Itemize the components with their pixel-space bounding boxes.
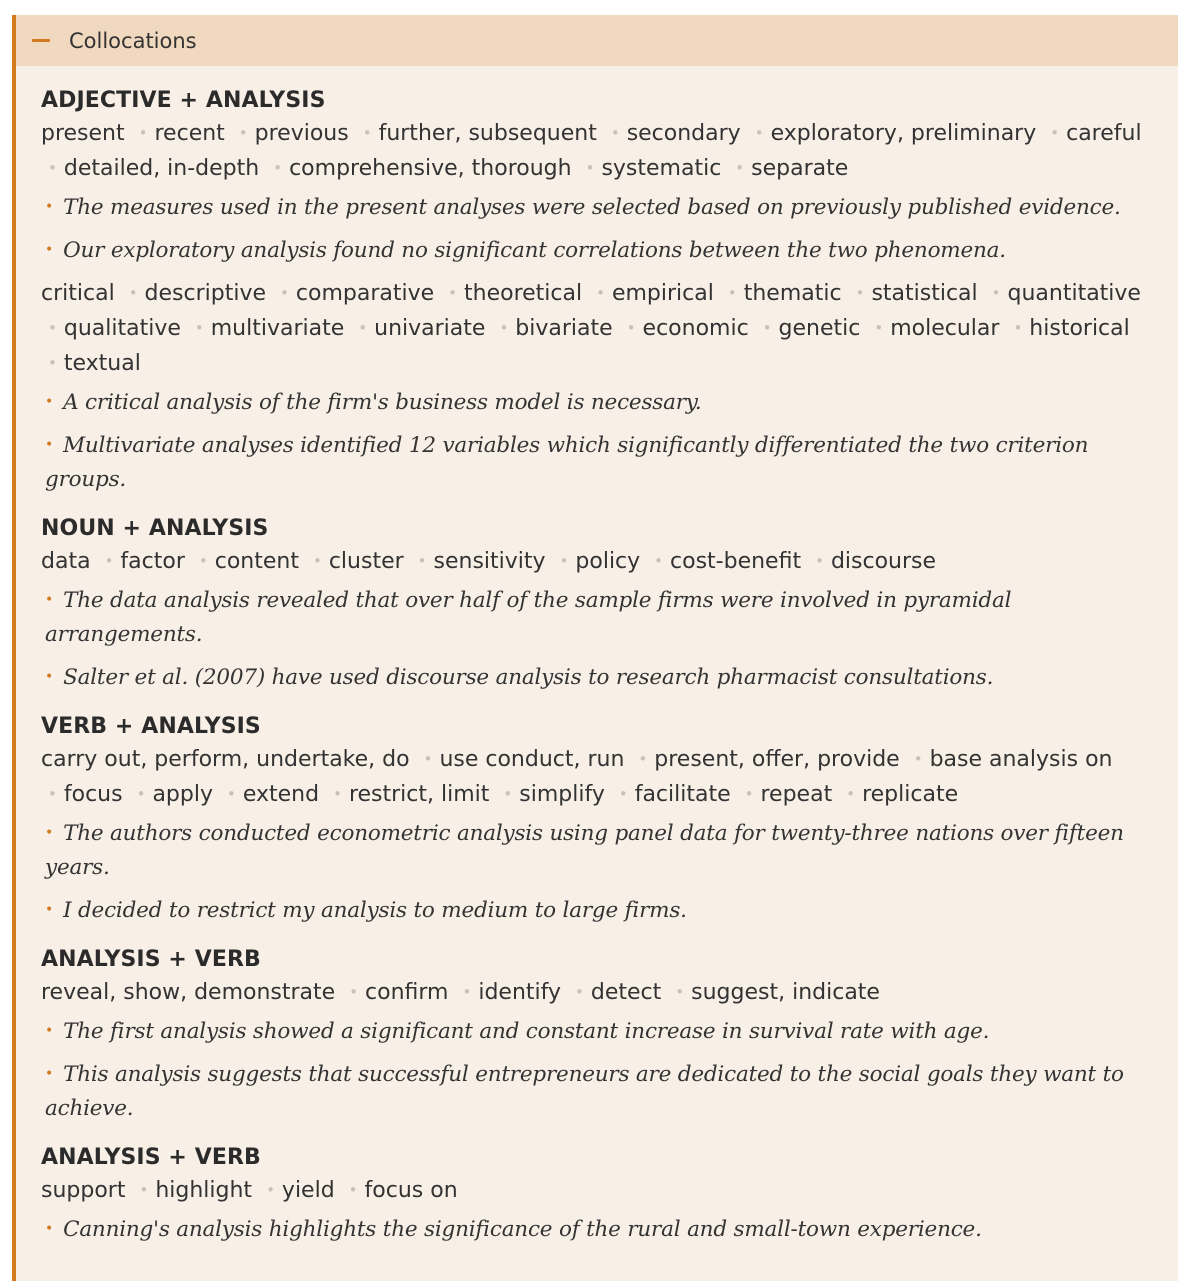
collocation-item: thematic	[743, 281, 842, 306]
separator-dot-icon: •	[104, 552, 114, 570]
separator-dot-icon: •	[1050, 124, 1060, 142]
example-text: The measures used in the present analyses were selected based on previously published evidence.	[63, 195, 1121, 220]
collocation-item: content	[214, 549, 299, 574]
panel-body	[16, 66, 1178, 1247]
bullet-icon: •	[45, 592, 54, 608]
example-text: The first analysis showed a significant and constant increase in survival rate with age.	[63, 1019, 990, 1044]
collocation-item: comprehensive, thorough	[289, 156, 572, 181]
collocation-list	[41, 544, 1178, 579]
separator-dot-icon: •	[462, 983, 472, 1001]
collocation-item: extend	[242, 782, 320, 807]
collocation-item: yield	[281, 1178, 335, 1203]
separator-dot-icon: •	[618, 785, 628, 803]
separator-dot-icon: •	[727, 284, 737, 302]
collocation-list	[41, 1173, 1178, 1208]
separator-dot-icon: •	[48, 354, 57, 372]
collocation-item: critical	[41, 281, 115, 306]
collocations-panel-header[interactable]	[16, 15, 1178, 66]
collocation-item: highlight	[155, 1178, 253, 1203]
example-sentence	[41, 385, 1178, 420]
collocation-item: focus on	[364, 1178, 458, 1203]
separator-dot-icon: •	[735, 159, 745, 177]
bullet-icon: •	[45, 242, 54, 258]
collocation-item: textual	[63, 351, 141, 376]
separator-dot-icon: •	[358, 319, 368, 337]
collocation-item: previous	[254, 121, 349, 146]
separator-dot-icon: •	[198, 552, 208, 570]
separator-dot-icon: •	[266, 1181, 275, 1199]
collocation-item: further, subsequent	[378, 121, 597, 146]
bullet-icon: •	[45, 902, 54, 918]
collocation-list	[41, 975, 1178, 1010]
separator-dot-icon: •	[333, 785, 342, 803]
separator-dot-icon: •	[575, 983, 584, 1001]
separator-dot-icon: •	[312, 552, 322, 570]
collocation-item: economic	[642, 316, 749, 341]
separator-dot-icon: •	[448, 284, 458, 302]
example-text: Multivariate analyses identified 12 variables which significantly differentiated the two criterion groups.	[45, 433, 1089, 492]
group-heading: ANALYSIS + VERB	[41, 947, 261, 972]
collocation-item: facilitate	[634, 782, 731, 807]
separator-dot-icon: •	[754, 124, 764, 142]
separator-dot-icon: •	[913, 750, 923, 768]
collocation-item: careful	[1066, 121, 1142, 146]
separator-dot-icon: •	[499, 319, 509, 337]
separator-dot-icon: •	[815, 552, 824, 570]
collocation-item: multivariate	[210, 316, 345, 341]
separator-dot-icon: •	[280, 284, 289, 302]
collocation-item: bivariate	[515, 316, 613, 341]
collocation-item: detect	[590, 980, 662, 1005]
collocation-item: separate	[751, 156, 849, 181]
example-text: A critical analysis of the firm's business model is necessary.	[63, 390, 702, 415]
collocation-item: sensitivity	[433, 549, 546, 574]
separator-dot-icon: •	[423, 750, 433, 768]
example-sentence	[41, 1014, 1178, 1049]
collocation-item: policy	[575, 549, 641, 574]
collocation-item: descriptive	[144, 281, 267, 306]
example-sentence	[41, 190, 1178, 225]
example-sentence	[41, 233, 1178, 268]
collocation-group	[41, 514, 1178, 695]
panel-title: Collocations	[69, 28, 197, 53]
separator-dot-icon: •	[417, 552, 427, 570]
collocation-item: secondary	[626, 121, 741, 146]
collocation-item: theoretical	[464, 281, 583, 306]
collocation-item: focus	[63, 782, 123, 807]
collocation-item: qualitative	[63, 316, 181, 341]
separator-dot-icon: •	[874, 319, 884, 337]
separator-dot-icon: •	[48, 785, 57, 803]
separator-dot-icon: •	[626, 319, 636, 337]
separator-dot-icon: •	[744, 785, 754, 803]
separator-dot-icon: •	[559, 552, 569, 570]
collocation-item: historical	[1029, 316, 1130, 341]
separator-dot-icon: •	[48, 159, 57, 177]
collocation-item: identify	[478, 980, 562, 1005]
example-sentence	[41, 893, 1178, 928]
collocation-item: present	[41, 121, 125, 146]
bullet-icon: •	[45, 669, 54, 685]
collocation-item: factor	[120, 549, 185, 574]
separator-dot-icon: •	[675, 983, 685, 1001]
example-sentence	[41, 1057, 1178, 1126]
collocation-item: cluster	[328, 549, 404, 574]
separator-dot-icon: •	[503, 785, 513, 803]
separator-dot-icon: •	[226, 785, 236, 803]
collocation-item: repeat	[760, 782, 833, 807]
separator-dot-icon: •	[585, 159, 595, 177]
example-sentence	[41, 583, 1178, 652]
collapse-minus-icon[interactable]	[32, 39, 50, 42]
separator-dot-icon: •	[762, 319, 772, 337]
collocation-item: support	[41, 1178, 126, 1203]
separator-dot-icon: •	[596, 284, 605, 302]
collocation-item: replicate	[862, 782, 959, 807]
collocation-group	[41, 1143, 1178, 1247]
separator-dot-icon: •	[349, 983, 359, 1001]
collocation-list	[41, 276, 1178, 381]
collocation-item: systematic	[601, 156, 722, 181]
separator-dot-icon: •	[1013, 319, 1023, 337]
collocation-list	[41, 742, 1178, 812]
collocation-item: recent	[154, 121, 225, 146]
collocation-item: simplify	[519, 782, 605, 807]
collocation-item: reveal, show, demonstrate	[41, 980, 336, 1005]
collocation-item: detailed, in-depth	[63, 156, 260, 181]
separator-dot-icon: •	[194, 319, 204, 337]
collocation-group	[41, 86, 1178, 497]
collocation-group	[41, 712, 1178, 928]
bullet-icon: •	[45, 199, 54, 215]
bullet-icon: •	[45, 437, 54, 453]
example-text: Salter et al. (2007) have used discourse analysis to research pharmacist consultations.	[63, 665, 994, 690]
bullet-icon: •	[45, 394, 54, 410]
collocation-item: exploratory, preliminary	[770, 121, 1037, 146]
collocation-item: carry out, perform, undertake, do	[41, 747, 410, 772]
separator-dot-icon: •	[855, 284, 865, 302]
collocation-item: cost-benefit	[670, 549, 802, 574]
separator-dot-icon: •	[128, 284, 138, 302]
bullet-icon: •	[45, 1066, 54, 1082]
collocation-list	[41, 116, 1178, 186]
collocation-item: suggest, indicate	[691, 980, 880, 1005]
collocation-item: base analysis on	[929, 747, 1113, 772]
example-text: This analysis suggests that successful entrepreneurs are dedicated to the social goals they want to achieve.	[45, 1062, 1124, 1121]
separator-dot-icon: •	[139, 1181, 149, 1199]
collocation-item: use conduct, run	[439, 747, 625, 772]
bullet-icon: •	[45, 1221, 54, 1237]
separator-dot-icon: •	[48, 319, 57, 337]
group-heading: ANALYSIS + VERB	[41, 1145, 261, 1170]
separator-dot-icon: •	[991, 284, 1001, 302]
collocations-panel	[12, 15, 1178, 1281]
example-sentence	[41, 1212, 1178, 1247]
example-text: I decided to restrict my analysis to medium to large firms.	[63, 898, 687, 923]
bullet-icon: •	[45, 825, 54, 841]
group-heading: ADJECTIVE + ANALYSIS	[41, 88, 326, 113]
collocation-item: apply	[152, 782, 213, 807]
separator-dot-icon: •	[273, 159, 283, 177]
collocation-item: present, offer, provide	[654, 747, 900, 772]
collocation-item: data	[41, 549, 91, 574]
group-heading: NOUN + ANALYSIS	[41, 516, 269, 541]
example-text: The authors conducted econometric analysis using panel data for twenty-three nations over fifteen years.	[45, 821, 1124, 880]
separator-dot-icon: •	[654, 552, 664, 570]
separator-dot-icon: •	[362, 124, 372, 142]
separator-dot-icon: •	[138, 124, 148, 142]
separator-dot-icon: •	[638, 750, 648, 768]
collocation-group	[41, 945, 1178, 1126]
example-sentence	[41, 428, 1178, 497]
separator-dot-icon: •	[238, 124, 248, 142]
group-heading: VERB + ANALYSIS	[41, 714, 261, 739]
collocation-item: univariate	[374, 316, 486, 341]
collocation-item: empirical	[611, 281, 714, 306]
separator-dot-icon: •	[610, 124, 620, 142]
separator-dot-icon: •	[846, 785, 856, 803]
collocation-item: molecular	[890, 316, 1000, 341]
collocation-item: genetic	[778, 316, 861, 341]
example-sentence	[41, 660, 1178, 695]
collocation-item: quantitative	[1007, 281, 1141, 306]
separator-dot-icon: •	[136, 785, 146, 803]
example-sentence	[41, 816, 1178, 885]
collocation-item: statistical	[871, 281, 978, 306]
example-text: Our exploratory analysis found no significant correlations between the two phenomena.	[63, 238, 1006, 263]
collocation-item: discourse	[830, 549, 937, 574]
separator-dot-icon: •	[348, 1181, 358, 1199]
collocation-item: comparative	[295, 281, 435, 306]
collocation-item: restrict, limit	[348, 782, 490, 807]
collocation-item: confirm	[365, 980, 449, 1005]
bullet-icon: •	[45, 1023, 54, 1039]
example-text: The data analysis revealed that over half of the sample firms were involved in pyramidal arrangements.	[45, 588, 1012, 647]
example-text: Canning's analysis highlights the significance of the rural and small-town experience.	[63, 1217, 982, 1242]
